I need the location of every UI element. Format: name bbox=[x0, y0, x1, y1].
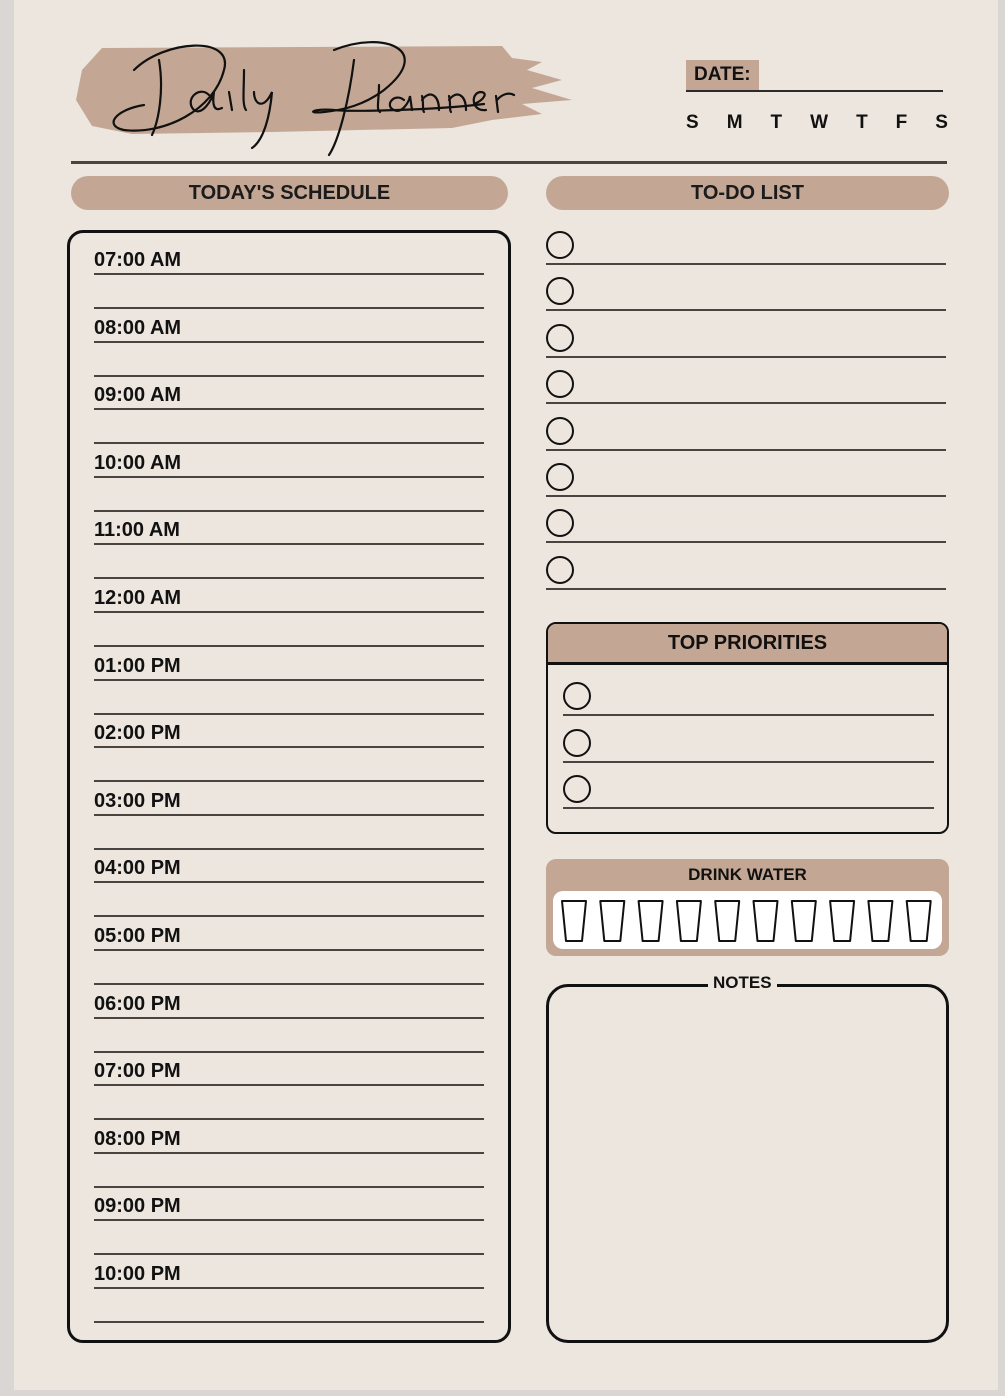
schedule-heading: TODAY'S SCHEDULE bbox=[71, 176, 508, 210]
schedule-slot[interactable] bbox=[94, 307, 484, 374]
weekday-5[interactable]: F bbox=[895, 112, 908, 133]
schedule-time-label: 07:00 AM bbox=[94, 249, 182, 271]
schedule-write-line[interactable] bbox=[94, 1219, 484, 1221]
date-input-line[interactable] bbox=[686, 90, 943, 92]
schedule-slot[interactable] bbox=[94, 577, 484, 644]
checkbox-circle-icon[interactable] bbox=[546, 509, 574, 537]
weekday-4[interactable]: T bbox=[856, 112, 868, 133]
schedule-time-label: 05:00 PM bbox=[94, 925, 181, 947]
water-cup-icon[interactable] bbox=[792, 901, 816, 941]
schedule-time-label: 04:00 PM bbox=[94, 857, 181, 880]
water-cup-icon[interactable] bbox=[639, 901, 663, 941]
water-cup-icon[interactable] bbox=[868, 901, 892, 941]
schedule-time-label: 02:00 PM bbox=[94, 722, 181, 745]
weekday-0[interactable]: S bbox=[686, 112, 699, 133]
top-priorities-box bbox=[546, 622, 949, 834]
schedule-time-label: 07:00 PM bbox=[94, 1060, 181, 1083]
priority-item[interactable] bbox=[563, 775, 934, 815]
todo-write-line[interactable] bbox=[546, 449, 946, 451]
water-cup-icon[interactable] bbox=[677, 901, 701, 941]
priority-item[interactable] bbox=[563, 729, 934, 769]
todo-heading: TO-DO LIST bbox=[546, 176, 949, 210]
schedule-write-line[interactable] bbox=[94, 1017, 484, 1019]
todo-write-line[interactable] bbox=[546, 356, 946, 358]
checkbox-circle-icon[interactable] bbox=[546, 370, 574, 398]
water-cups bbox=[553, 891, 942, 949]
schedule-write-line[interactable] bbox=[94, 611, 484, 613]
weekday-6[interactable]: S bbox=[935, 112, 948, 133]
schedule-write-line[interactable] bbox=[94, 408, 484, 410]
priority-write-line[interactable] bbox=[563, 761, 934, 763]
planner-page bbox=[14, 0, 998, 1390]
schedule-slot[interactable] bbox=[94, 645, 484, 712]
checkbox-circle-icon[interactable] bbox=[546, 556, 574, 584]
schedule-slot[interactable] bbox=[94, 712, 484, 779]
schedule-write-line[interactable] bbox=[94, 881, 484, 883]
weekday-2[interactable]: T bbox=[770, 112, 783, 133]
schedule-time-label: 11:00 AM bbox=[94, 519, 180, 542]
todo-write-line[interactable] bbox=[546, 263, 946, 265]
schedule-time-label: 10:00 AM bbox=[94, 451, 182, 474]
schedule-slot[interactable] bbox=[94, 239, 484, 306]
priority-write-line[interactable] bbox=[563, 807, 934, 809]
schedule-slot[interactable] bbox=[94, 1253, 484, 1320]
schedule-box bbox=[67, 230, 511, 1343]
schedule-time-label: 08:00 AM bbox=[94, 316, 182, 339]
weekday-3[interactable]: W bbox=[810, 112, 829, 133]
todo-write-line[interactable] bbox=[546, 495, 946, 497]
water-cup-icon[interactable] bbox=[715, 901, 739, 941]
schedule-time-label: 03:00 PM bbox=[94, 789, 181, 812]
todo-item[interactable] bbox=[546, 277, 946, 323]
schedule-write-line[interactable] bbox=[94, 746, 484, 748]
schedule-time-label: 06:00 PM bbox=[94, 992, 181, 1015]
notes-box[interactable] bbox=[546, 984, 949, 1343]
checkbox-circle-icon[interactable] bbox=[546, 324, 574, 352]
checkbox-circle-icon[interactable] bbox=[546, 463, 574, 491]
weekday-1[interactable]: M bbox=[726, 112, 743, 133]
water-cup-icon[interactable] bbox=[562, 901, 586, 941]
checkbox-circle-icon[interactable] bbox=[546, 417, 574, 445]
schedule-write-line[interactable] bbox=[94, 1321, 484, 1323]
schedule-write-line[interactable] bbox=[94, 814, 484, 816]
schedule-slot[interactable] bbox=[94, 1185, 484, 1252]
schedule-slot[interactable] bbox=[94, 915, 484, 982]
todo-write-line[interactable] bbox=[546, 402, 946, 404]
header-divider bbox=[71, 161, 947, 164]
top-priorities-heading: TOP PRIORITIES bbox=[548, 624, 947, 665]
todo-item[interactable] bbox=[546, 231, 946, 277]
checkbox-circle-icon[interactable] bbox=[563, 729, 591, 757]
water-cup-icon[interactable] bbox=[830, 901, 854, 941]
schedule-slot[interactable] bbox=[94, 374, 484, 441]
schedule-write-line[interactable] bbox=[94, 679, 484, 681]
schedule-slot[interactable] bbox=[94, 780, 484, 847]
weekday-selector bbox=[686, 112, 948, 134]
water-cup-icon[interactable] bbox=[907, 901, 931, 941]
schedule-time-label: 09:00 PM bbox=[94, 1195, 181, 1218]
todo-item[interactable] bbox=[546, 370, 946, 416]
todo-item[interactable] bbox=[546, 463, 946, 509]
schedule-write-line[interactable] bbox=[94, 543, 484, 545]
schedule-time-label: 08:00 PM bbox=[94, 1127, 181, 1150]
notes-heading: NOTES bbox=[708, 973, 777, 993]
todo-item[interactable] bbox=[546, 509, 946, 555]
schedule-slot[interactable] bbox=[94, 1050, 484, 1117]
water-cup-icon[interactable] bbox=[600, 901, 624, 941]
schedule-time-label: 01:00 PM bbox=[94, 654, 181, 677]
schedule-time-label: 09:00 AM bbox=[94, 384, 182, 407]
todo-write-line[interactable] bbox=[546, 588, 946, 590]
schedule-write-line[interactable] bbox=[94, 949, 484, 951]
schedule-time-label: 10:00 PM bbox=[94, 1263, 181, 1285]
schedule-slot[interactable] bbox=[94, 1118, 484, 1185]
schedule-write-line[interactable] bbox=[94, 1084, 484, 1086]
water-cup-icon[interactable] bbox=[754, 901, 778, 941]
schedule-write-line[interactable] bbox=[94, 341, 484, 343]
todo-item[interactable] bbox=[546, 556, 946, 602]
todo-write-line[interactable] bbox=[546, 541, 946, 543]
water-cups-panel bbox=[553, 891, 942, 949]
checkbox-circle-icon[interactable] bbox=[563, 775, 591, 803]
checkbox-circle-icon[interactable] bbox=[546, 231, 574, 259]
checkbox-circle-icon[interactable] bbox=[546, 277, 574, 305]
schedule-time-label: 12:00 AM bbox=[94, 587, 182, 609]
schedule-slot[interactable] bbox=[94, 509, 484, 576]
todo-item[interactable] bbox=[546, 417, 946, 463]
priority-write-line[interactable] bbox=[563, 714, 934, 716]
todo-item[interactable] bbox=[546, 324, 946, 370]
schedule-slot[interactable] bbox=[94, 983, 484, 1050]
schedule-write-line[interactable] bbox=[94, 1152, 484, 1154]
drink-water-tracker bbox=[546, 859, 949, 956]
date-label: DATE: bbox=[686, 60, 759, 90]
checkbox-circle-icon[interactable] bbox=[563, 682, 591, 710]
schedule-write-line[interactable] bbox=[94, 273, 484, 275]
schedule-slot[interactable] bbox=[94, 847, 484, 914]
priority-item[interactable] bbox=[563, 682, 934, 722]
schedule-write-line[interactable] bbox=[94, 476, 484, 478]
drink-water-heading: DRINK WATER bbox=[688, 865, 807, 884]
schedule-write-line[interactable] bbox=[94, 1287, 484, 1289]
todo-write-line[interactable] bbox=[546, 309, 946, 311]
schedule-slot[interactable] bbox=[94, 442, 484, 509]
title-script-lettering bbox=[104, 30, 524, 160]
